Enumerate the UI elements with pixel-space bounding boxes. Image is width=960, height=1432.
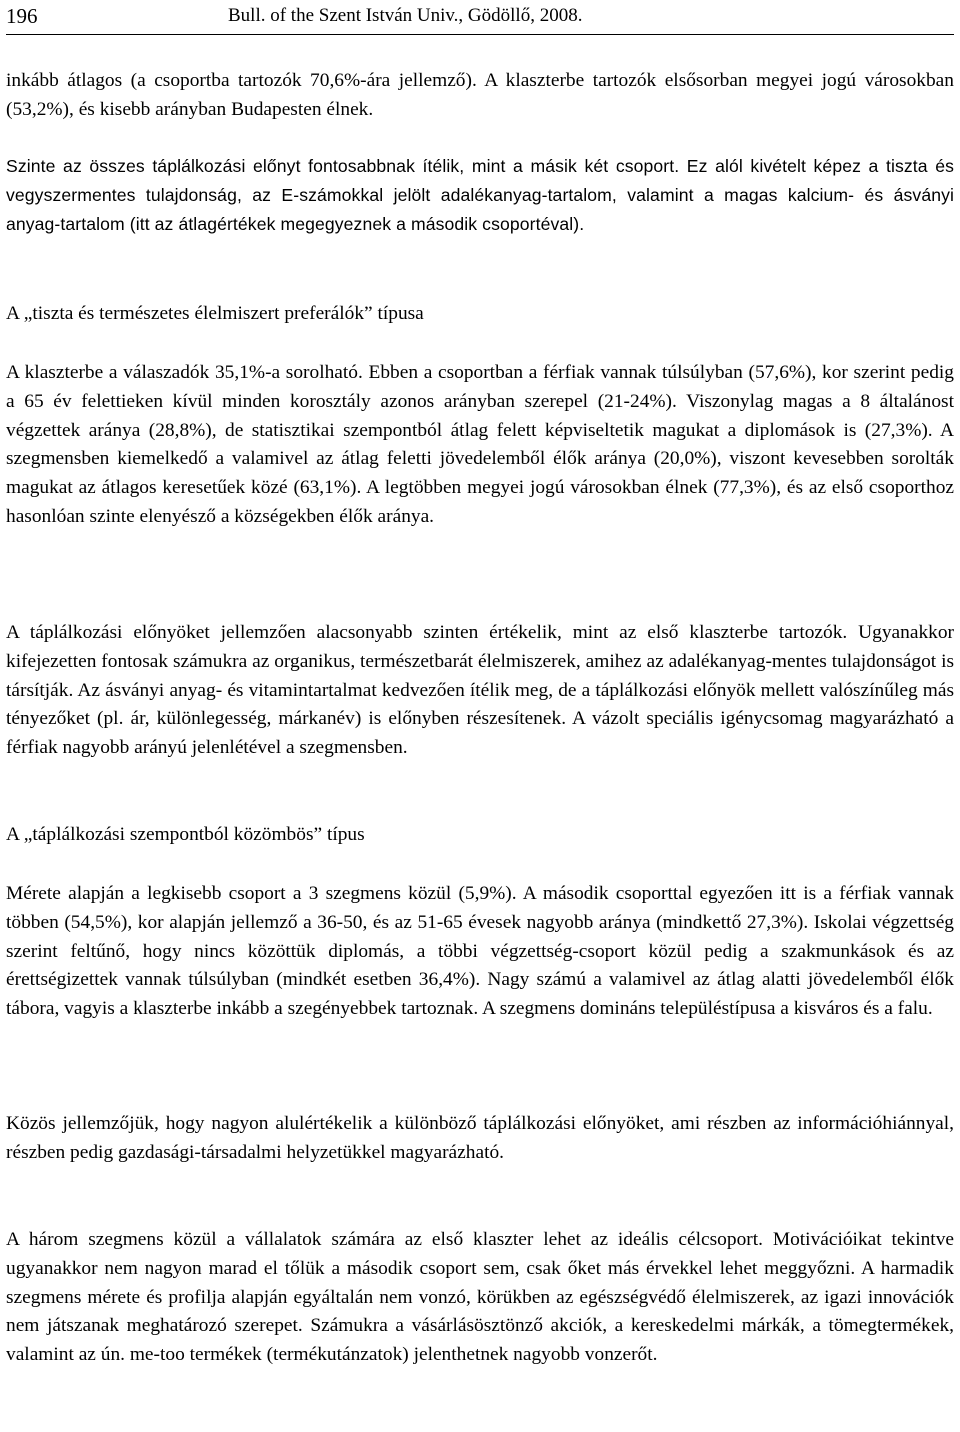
paragraph-conclusion: A három szegmens közül a vállalatok számára az első klaszter lehet az ideális célcsoport. Motivációikat tekintve ugyanakkor nem nagyon marad el tőlük a második csoport sem, csak őket más érvekkel lehet meggyőzni. A harmadik szegmens mérete és profilja alapján egyáltalán nem vonzó, körükben az egészségvédő élelmiszerek, az igazi innovációk nem játszanak meghatározó szerepet. Számukra a vásárlásösztönző akciók, a kereskedelmi márkák, a tömegtermékek, valamint az ún. me-too termékek (termékutánzatok) jelenthetnek nagyobb vonzerőt.	[6, 1229, 954, 1366]
paragraph-indifferent-traits: Közös jellemzőjük, hogy nagyon alulértékelik a különböző táplálkozási előnyöket, ami részben az információhiánnyal, részben pedig gazdasági-társadalmi helyzetükkel magyarázható.	[6, 1113, 954, 1163]
paragraph-cluster-benefits: Szinte az összes táplálkozási előnyt fontosabbnak ítélik, mint a másik két csoport. Ez alól kivételt képez a tiszta és vegyszermentes tulajdonság, az E-számokkal jelölt adalékanyag-tartalom, valamint a magas kalcium- és ásványi anyag-tartalom (itt az átlagértékek megegyeznek a második csoportéval).	[6, 156, 954, 234]
section-heading-indifferent: A „táplálkozási szempontból közömbös” típus	[6, 824, 365, 845]
document-page	[6, 0, 954, 1366]
page-number: 196	[6, 4, 38, 28]
running-header	[6, 0, 954, 35]
paragraph-pure-natural-attitudes: A táplálkozási előnyöket jellemzően alacsonyabb szinten értékelik, mint az első klaszterbe tartozók. Ugyanakkor kifejezetten fontosak számukra az organikus, természetbarát élelmiszerek, amihez az adalékanyag-mentes tulajdonságot is társítják. Az ásványi anyag- és vitamintartalmat kedvezően ítélik meg, de a táplálkozási előnyök mellett valószínűleg más tényezőket (pl. ár, különlegesség, márkanév) is előnyben részesítenek. A vázolt speciális igénycsomag magyarázható a férfiak nagyobb arányú jelenlétével a szegmensben.	[6, 622, 954, 759]
paragraph-indifferent-profile: Mérete alapján a legkisebb csoport a 3 szegmens közül (5,9%). A második csoporttal egyezően itt is a férfiak vannak többen (54,5%), kor alapján jellemző a 36-50, és az 51-65 évesek nagyobb aránya (mindkettő 27,3%). Iskolai végzettség szerint feltűnő, hogy nincs közöttük diplomás, a többi végzettség-csoport közül pedig a szakmunkások és az érettségizettek vannak túlsúlyban (mindkét esetben 36,4%). Nagy számú a valamivel az átlag alatti jövedelemből élők tábora, vagyis a klaszterbe inkább a szegényebbek tartoznak. A szegmens domináns településtípusa a kisváros és a falu.	[6, 883, 954, 1020]
section-heading-pure-natural: A „tiszta és természetes élelmiszert preferálók” típusa	[6, 303, 424, 324]
journal-title: Bull. of the Szent István Univ., Gödöllő, 2008.	[228, 5, 583, 26]
paragraph-cluster-residence: inkább átlagos (a csoportba tartozók 70,6%-ára jellemző). A klaszterbe tartozók elsősorban megyei jogú városokban (53,2%), és kisebb arányban Budapesten élnek.	[6, 70, 954, 120]
paragraph-pure-natural-profile: A klaszterbe a válaszadók 35,1%-a sorolható. Ebben a csoportban a férfiak vannak túlsúlyban (57,6%), kor szerint pedig a 65 év felettieken kívül minden korosztály azonos arányban szerepel (21-24%). Viszonylag magas a 8 általánost végzettek aránya (28,8%), de statisztikai szempontból átlag felett képviseltetik magukat a diplomások is (27,3%). A szegmensben kiemelkedő a valamivel az átlag feletti jövedelemből élők aránya (20,0%), viszont kevesebben sorolták magukat az átlagos keresetűek közé (63,1%). A legtöbben megyei jogú városokban élnek (77,3%), és az első csoporthoz hasonlóan szinte elenyésző a községekben élők aránya.	[6, 362, 954, 527]
